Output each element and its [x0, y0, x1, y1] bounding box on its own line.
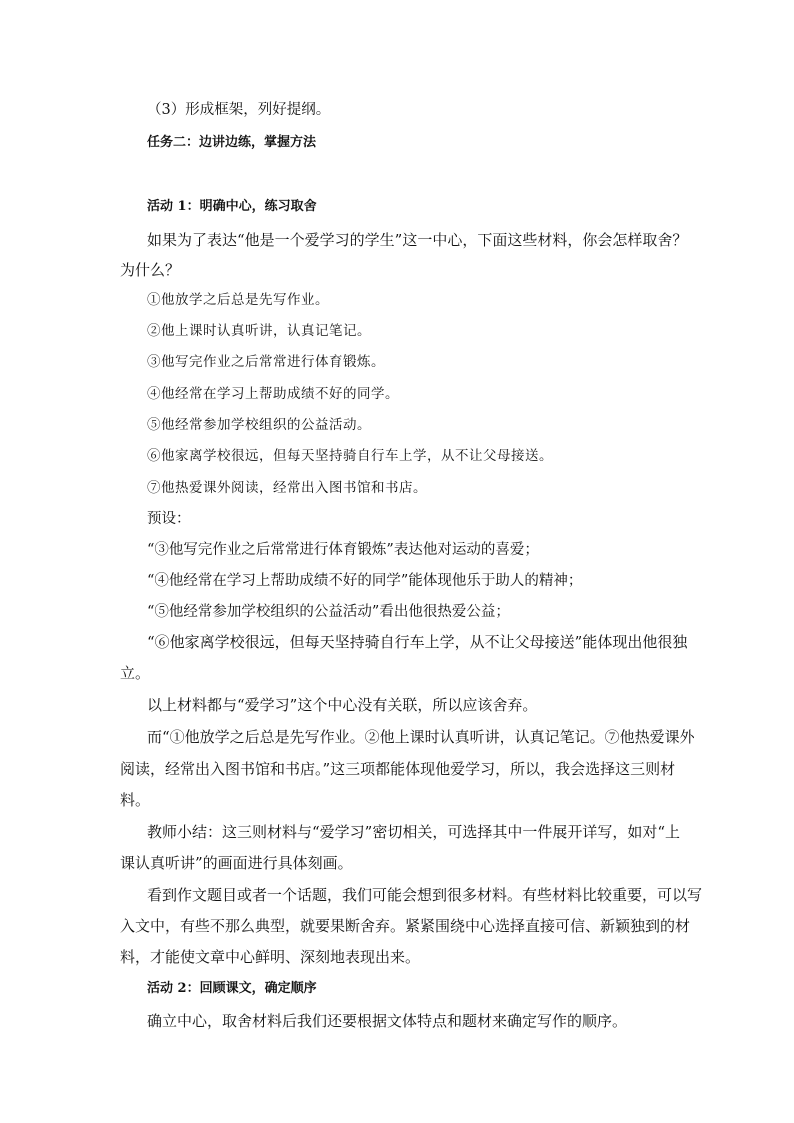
task-2-heading: 任务二：边讲边练，掌握方法: [147, 135, 317, 150]
activity-1-heading: 活动 1：明确中心，练习取舍: [147, 199, 317, 214]
material-item-1: ①他放学之后总是先写作业。: [147, 292, 329, 308]
material-item-4: ④他经常在学习上帮助成绩不好的同学。: [147, 386, 399, 402]
question-line-1: 如果为了表达“他是一个爱学习的学生”这一中心，下面这些材料，你会怎样取舍？: [147, 231, 688, 249]
material-item-5: ⑤他经常参加学校组织的公益活动。: [147, 417, 371, 433]
material-item-6: ⑥他家离学校很远，但每天坚持骑自行车上学，从不让父母接送。: [147, 448, 553, 464]
keep-line-1: 而“①他放学之后总是先写作业。②他上课时认真听讲，认真记笔记。⑦他热爱课外: [147, 728, 695, 746]
preset-item-4: “④他经常在学习上帮助成绩不好的同学”能体现他乐于助人的精神；: [147, 573, 583, 589]
question-line-2: 为什么？: [120, 261, 181, 279]
material-item-7: ⑦他热爱课外阅读，经常出入图书馆和书店。: [147, 480, 427, 496]
paragraph-line-3: 料，才能使文章中心鲜明、深刻地表现出来。: [120, 948, 421, 966]
preset-item-6-line-1: “⑥他家离学校很远，但每天坚持骑自行车上学，从不让父母接送”能体现出他很独: [147, 633, 688, 651]
keep-line-2: 阅读，经常出入图书馆和书店。”这三项都能体现他爱学习，所以，我会选择这三则材: [120, 760, 676, 778]
keep-line-3: 料。: [120, 791, 151, 809]
preset-item-6-line-2: 立。: [120, 664, 151, 682]
paragraph-line-1: 看到作文题目或者一个话题，我们可能会想到很多材料。有些材料比较重要，可以写: [147, 886, 703, 904]
material-item-3: ③他写完作业之后常常进行体育锻炼。: [147, 354, 385, 370]
step-3-text: （3）形成框架，列好提纲。: [147, 102, 331, 118]
preset-label: 预设：: [147, 511, 191, 527]
preset-item-5: “⑤他经常参加学校组织的公益活动”看出他很热爱公益；: [147, 604, 510, 620]
discard-text: 以上材料都与“爱学习”这个中心没有关联，所以应该舍弃。: [147, 696, 538, 714]
material-item-2: ②他上课时认真听讲，认真记笔记。: [147, 323, 371, 339]
paragraph-line-2: 入文中，有些不那么典型，就要果断舍弃。紧紧围绕中心选择直接可信、新颖独到的材: [120, 917, 691, 935]
summary-line-2: 课认真听讲”的画面进行具体刻画。: [120, 854, 353, 872]
activity-2-heading: 活动 2：回顾课文，确定顺序: [147, 981, 317, 996]
summary-line-1: 教师小结：这三则材料与“爱学习”密切相关，可选择其中一件展开详写，如对“上: [147, 823, 681, 841]
order-text: 确立中心，取舍材料后我们还要根据文体特点和题材来确定写作的顺序。: [147, 1012, 628, 1030]
preset-item-3: “③他写完作业之后常常进行体育锻炼”表达他对运动的喜爱；: [147, 542, 539, 558]
